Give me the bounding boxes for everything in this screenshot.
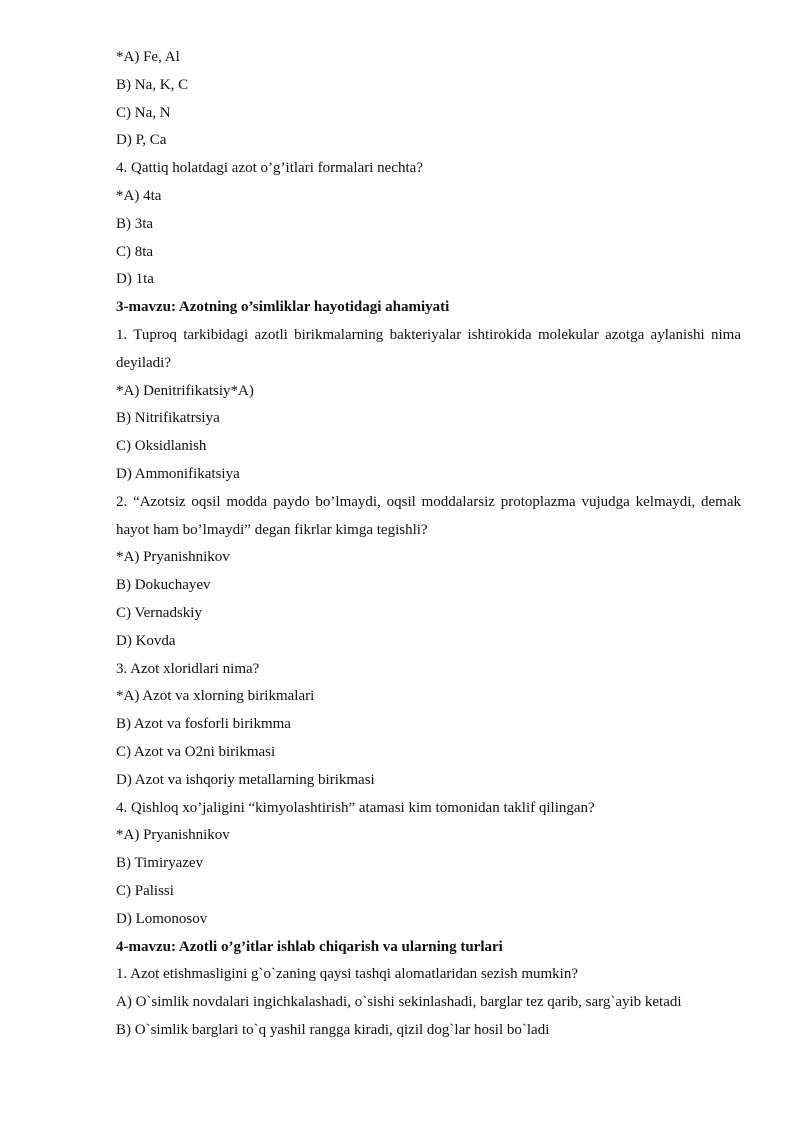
answer-option: B) O`simlik barglari to`q yashil rangga kiradi, qizil dog`lar hosil bo`ladi — [116, 1021, 550, 1038]
answer-option: C) Na, N — [116, 104, 171, 121]
topic-heading: 4-mavzu: Azotli o’g’itlar ishlab chiqarish va ularning turlari — [116, 938, 503, 955]
answer-option: C) Palissi — [116, 882, 174, 899]
answer-option: D) Azot va ishqoriy metallarning birikmasi — [116, 771, 375, 788]
answer-option: *A) Pryanishnikov — [116, 549, 230, 566]
answer-option: B) Dokuchayev — [116, 577, 211, 594]
answer-option: D) Ammonifikatsiya — [116, 465, 240, 482]
answer-option: *A) Pryanishnikov — [116, 827, 230, 844]
question-text: 2. “Azotsiz oqsil modda paydo bo’lmaydi, oqsil moddalarsiz protoplazma vujudga kelmaydi, demak hayot ham bo’lmaydi” degan fikrlar kimga tegishli? — [116, 493, 741, 538]
question-text: 3. Azot xloridlari nima? — [116, 660, 260, 677]
answer-option: C) 8ta — [116, 243, 154, 260]
answer-option: C) Oksidlanish — [116, 438, 207, 455]
document-page — [116, 44, 741, 1045]
answer-option: *A) Denitrifikatsiy*A) — [116, 382, 254, 399]
answer-option: D) Kovda — [116, 632, 176, 649]
answer-option: B) Na, K, C — [116, 76, 189, 93]
answer-option: A) O`simlik novdalari ingichkalashadi, o`sishi sekinlashadi, barglar tez qarib, sarg`ayib ketadi — [116, 994, 682, 1011]
answer-option: D) P, Ca — [116, 132, 167, 149]
answer-option: *A) Fe, Al — [116, 49, 180, 65]
answer-option: C) Vernadskiy — [116, 604, 202, 621]
topic-heading: 3-mavzu: Azotning o’simliklar hayotidagi ahamiyati — [116, 299, 450, 316]
question-text: 4. Qishloq xo’jaligini “kimyolashtirish” atamasi kim tomonidan taklif qilingan? — [116, 799, 595, 816]
question-text: 1. Tuproq tarkibidagi azotli birikmalarning bakteriyalar ishtirokida molekular azotga aylanishi nima deyiladi? — [116, 326, 741, 371]
answer-option: B) Azot va fosforli birikmma — [116, 716, 291, 733]
answer-option: B) Timiryazev — [116, 855, 204, 872]
answer-option: B) 3ta — [116, 215, 154, 232]
question-text: 1. Azot etishmasligini g`o`zaning qaysi tashqi alomatlaridan sezish mumkin? — [116, 966, 578, 983]
answer-option: *A) 4ta — [116, 187, 162, 204]
answer-option: D) 1ta — [116, 271, 154, 288]
answer-option: C) Azot va O2ni birikmasi — [116, 743, 276, 760]
answer-option: D) Lomonosov — [116, 910, 208, 927]
question-text: 4. Qattiq holatdagi azot o’g’itlari formalari nechta? — [116, 160, 423, 177]
answer-option: *A) Azot va xlorning birikmalari — [116, 688, 315, 705]
answer-option: B) Nitrifikatrsiya — [116, 410, 220, 427]
